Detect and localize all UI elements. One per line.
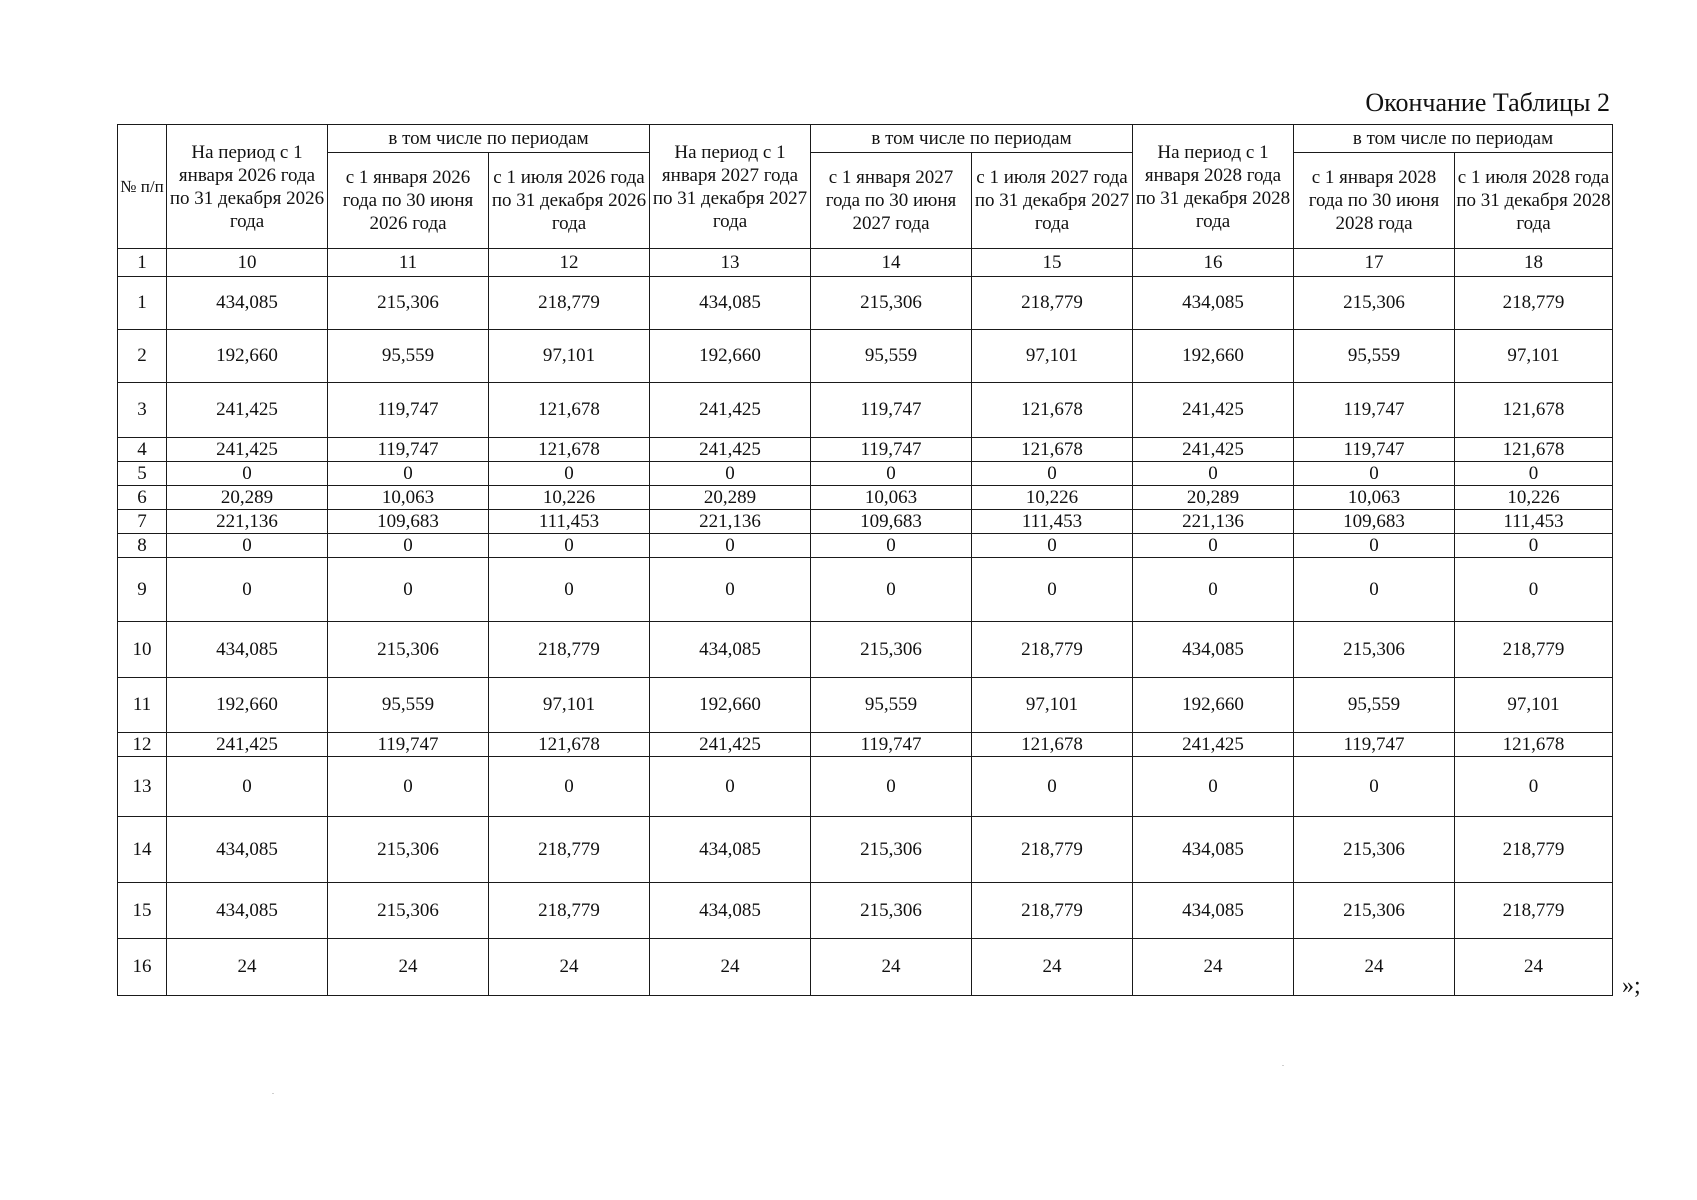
row-number-cell: 7 — [118, 510, 167, 534]
value-cell: 0 — [328, 462, 489, 486]
value-cell: 121,678 — [972, 733, 1133, 757]
value-cell: 95,559 — [1294, 330, 1455, 383]
value-cell: 24 — [1455, 939, 1613, 996]
value-cell: 24 — [328, 939, 489, 996]
value-cell: 0 — [1455, 462, 1613, 486]
value-cell: 434,085 — [167, 277, 328, 330]
table-caption: Окончание Таблицы 2 — [1365, 88, 1610, 117]
value-cell: 434,085 — [167, 622, 328, 678]
value-cell: 0 — [811, 534, 972, 558]
half2-header-2027: с 1 июля 2027 года по 31 декабря 2027 года — [972, 153, 1133, 249]
row-number-cell: 11 — [118, 678, 167, 733]
half1-header-2028: с 1 января 2028 года по 30 июня 2028 года — [1294, 153, 1455, 249]
value-cell: 218,779 — [972, 817, 1133, 883]
value-cell: 0 — [1455, 534, 1613, 558]
value-cell: 0 — [1133, 558, 1294, 622]
value-cell: 95,559 — [1294, 678, 1455, 733]
value-cell: 434,085 — [650, 817, 811, 883]
value-cell: 121,678 — [489, 733, 650, 757]
value-cell: 221,136 — [167, 510, 328, 534]
value-cell: 0 — [1294, 462, 1455, 486]
value-cell: 24 — [650, 939, 811, 996]
value-cell: 218,779 — [1455, 277, 1613, 330]
value-cell: 97,101 — [1455, 678, 1613, 733]
period-total-header-2027: На период с 1 января 2027 года по 31 декабря 2027 года — [650, 125, 811, 249]
value-cell: 241,425 — [167, 438, 328, 462]
value-cell: 121,678 — [489, 383, 650, 438]
value-cell: 218,779 — [1455, 883, 1613, 939]
value-cell: 119,747 — [811, 733, 972, 757]
value-cell: 95,559 — [811, 678, 972, 733]
row-number-cell: 5 — [118, 462, 167, 486]
value-cell: 0 — [972, 558, 1133, 622]
value-cell: 0 — [1133, 534, 1294, 558]
table-row — [118, 757, 1613, 817]
value-cell: 20,289 — [167, 486, 328, 510]
value-cell: 0 — [489, 534, 650, 558]
value-cell: 215,306 — [811, 883, 972, 939]
value-cell: 0 — [650, 558, 811, 622]
table-row — [118, 622, 1613, 678]
half2-header-2026: с 1 июля 2026 года по 31 декабря 2026 года — [489, 153, 650, 249]
value-cell: 241,425 — [650, 438, 811, 462]
value-cell: 434,085 — [1133, 883, 1294, 939]
value-cell: 0 — [972, 757, 1133, 817]
column-number: 14 — [811, 249, 972, 277]
value-cell: 0 — [1455, 757, 1613, 817]
value-cell: 192,660 — [1133, 678, 1294, 733]
value-cell: 109,683 — [811, 510, 972, 534]
value-cell: 0 — [811, 757, 972, 817]
value-cell: 218,779 — [489, 622, 650, 678]
row-number-cell: 13 — [118, 757, 167, 817]
value-cell: 121,678 — [1455, 438, 1613, 462]
value-cell: 10,226 — [972, 486, 1133, 510]
value-cell: 221,136 — [1133, 510, 1294, 534]
value-cell: 192,660 — [167, 678, 328, 733]
value-cell: 119,747 — [328, 438, 489, 462]
value-cell: 215,306 — [811, 817, 972, 883]
value-cell: 111,453 — [972, 510, 1133, 534]
value-cell: 434,085 — [1133, 817, 1294, 883]
value-cell: 109,683 — [328, 510, 489, 534]
value-cell: 0 — [328, 534, 489, 558]
value-cell: 24 — [972, 939, 1133, 996]
half2-header-2028: с 1 июля 2028 года по 31 декабря 2028 года — [1455, 153, 1613, 249]
value-cell: 215,306 — [1294, 622, 1455, 678]
value-cell: 119,747 — [811, 383, 972, 438]
value-cell: 241,425 — [167, 733, 328, 757]
scan-speck — [272, 1093, 274, 1094]
value-cell: 434,085 — [650, 277, 811, 330]
row-number-cell: 2 — [118, 330, 167, 383]
value-cell: 0 — [1133, 462, 1294, 486]
value-cell: 95,559 — [328, 330, 489, 383]
value-cell: 119,747 — [811, 438, 972, 462]
value-cell: 241,425 — [650, 733, 811, 757]
table-row — [118, 510, 1613, 534]
value-cell: 241,425 — [1133, 438, 1294, 462]
value-cell: 111,453 — [489, 510, 650, 534]
value-cell: 24 — [1294, 939, 1455, 996]
value-cell: 434,085 — [1133, 277, 1294, 330]
period-total-header-2026: На период с 1 января 2026 года по 31 декабря 2026 года — [167, 125, 328, 249]
value-cell: 218,779 — [972, 622, 1133, 678]
value-cell: 434,085 — [167, 883, 328, 939]
scan-speck — [1282, 1065, 1284, 1066]
value-cell: 0 — [1294, 534, 1455, 558]
row-number-cell: 16 — [118, 939, 167, 996]
value-cell: 0 — [167, 757, 328, 817]
column-number: 15 — [972, 249, 1133, 277]
value-cell: 10,063 — [811, 486, 972, 510]
row-number-cell: 8 — [118, 534, 167, 558]
column-number: 12 — [489, 249, 650, 277]
value-cell: 0 — [489, 757, 650, 817]
value-cell: 24 — [811, 939, 972, 996]
row-number-cell: 14 — [118, 817, 167, 883]
column-number: 10 — [167, 249, 328, 277]
value-cell: 119,747 — [328, 733, 489, 757]
value-cell: 119,747 — [1294, 383, 1455, 438]
subgroup-header-2026: в том числе по периодам — [328, 125, 650, 153]
table-row — [118, 277, 1613, 330]
table-row — [118, 733, 1613, 757]
value-cell: 0 — [167, 534, 328, 558]
value-cell: 0 — [650, 462, 811, 486]
value-cell: 10,226 — [489, 486, 650, 510]
value-cell: 0 — [650, 757, 811, 817]
value-cell: 215,306 — [811, 277, 972, 330]
value-cell: 241,425 — [167, 383, 328, 438]
row-number-cell: 9 — [118, 558, 167, 622]
value-cell: 434,085 — [650, 622, 811, 678]
subgroup-header-2027: в том числе по периодам — [811, 125, 1133, 153]
value-cell: 0 — [650, 534, 811, 558]
row-number-cell: 15 — [118, 883, 167, 939]
table-row — [118, 383, 1613, 438]
value-cell: 119,747 — [328, 383, 489, 438]
value-cell: 215,306 — [328, 622, 489, 678]
value-cell: 97,101 — [1455, 330, 1613, 383]
value-cell: 10,226 — [1455, 486, 1613, 510]
value-cell: 121,678 — [1455, 733, 1613, 757]
column-number: 1 — [118, 249, 167, 277]
value-cell: 121,678 — [1455, 383, 1613, 438]
value-cell: 121,678 — [972, 438, 1133, 462]
row-number-cell: 10 — [118, 622, 167, 678]
data-table — [117, 124, 1613, 996]
value-cell: 218,779 — [972, 277, 1133, 330]
table-row — [118, 534, 1613, 558]
column-number: 11 — [328, 249, 489, 277]
value-cell: 95,559 — [328, 678, 489, 733]
value-cell: 24 — [167, 939, 328, 996]
value-cell: 111,453 — [1455, 510, 1613, 534]
value-cell: 97,101 — [489, 330, 650, 383]
value-cell: 221,136 — [650, 510, 811, 534]
value-cell: 0 — [811, 558, 972, 622]
value-cell: 119,747 — [1294, 438, 1455, 462]
value-cell: 97,101 — [972, 330, 1133, 383]
value-cell: 0 — [1133, 757, 1294, 817]
value-cell: 0 — [489, 558, 650, 622]
value-cell: 24 — [489, 939, 650, 996]
value-cell: 121,678 — [489, 438, 650, 462]
value-cell: 0 — [167, 462, 328, 486]
value-cell: 0 — [328, 757, 489, 817]
value-cell: 20,289 — [1133, 486, 1294, 510]
value-cell: 0 — [328, 558, 489, 622]
value-cell: 0 — [1294, 558, 1455, 622]
value-cell: 0 — [811, 462, 972, 486]
value-cell: 215,306 — [1294, 277, 1455, 330]
column-number: 17 — [1294, 249, 1455, 277]
value-cell: 119,747 — [1294, 733, 1455, 757]
value-cell: 215,306 — [328, 883, 489, 939]
value-cell: 218,779 — [1455, 817, 1613, 883]
row-number-cell: 3 — [118, 383, 167, 438]
value-cell: 218,779 — [1455, 622, 1613, 678]
value-cell: 97,101 — [489, 678, 650, 733]
column-number-row — [118, 249, 1613, 277]
value-cell: 218,779 — [489, 277, 650, 330]
table-header — [118, 125, 1613, 277]
period-total-header-2028: На период с 1 января 2028 года по 31 декабря 2028 года — [1133, 125, 1294, 249]
value-cell: 0 — [972, 534, 1133, 558]
value-cell: 0 — [1455, 558, 1613, 622]
value-cell: 215,306 — [811, 622, 972, 678]
row-number-cell: 1 — [118, 277, 167, 330]
value-cell: 0 — [1294, 757, 1455, 817]
value-cell: 0 — [489, 462, 650, 486]
value-cell: 192,660 — [1133, 330, 1294, 383]
value-cell: 97,101 — [972, 678, 1133, 733]
table-row — [118, 438, 1613, 462]
value-cell: 218,779 — [972, 883, 1133, 939]
closing-quote-mark: »; — [1622, 973, 1641, 999]
value-cell: 20,289 — [650, 486, 811, 510]
value-cell: 215,306 — [1294, 817, 1455, 883]
value-cell: 218,779 — [489, 817, 650, 883]
table-row — [118, 486, 1613, 510]
table-body — [118, 277, 1613, 996]
table-row — [118, 462, 1613, 486]
value-cell: 10,063 — [1294, 486, 1455, 510]
value-cell: 215,306 — [1294, 883, 1455, 939]
rownum-header: № п/п — [118, 125, 167, 249]
half1-header-2027: с 1 января 2027 года по 30 июня 2027 года — [811, 153, 972, 249]
value-cell: 241,425 — [1133, 733, 1294, 757]
column-number: 18 — [1455, 249, 1613, 277]
value-cell: 95,559 — [811, 330, 972, 383]
row-number-cell: 6 — [118, 486, 167, 510]
value-cell: 215,306 — [328, 277, 489, 330]
half1-header-2026: с 1 января 2026 года по 30 июня 2026 года — [328, 153, 489, 249]
value-cell: 0 — [167, 558, 328, 622]
value-cell: 109,683 — [1294, 510, 1455, 534]
value-cell: 241,425 — [1133, 383, 1294, 438]
value-cell: 215,306 — [328, 817, 489, 883]
value-cell: 192,660 — [167, 330, 328, 383]
value-cell: 10,063 — [328, 486, 489, 510]
table-row — [118, 330, 1613, 383]
column-number: 16 — [1133, 249, 1294, 277]
value-cell: 24 — [1133, 939, 1294, 996]
value-cell: 192,660 — [650, 330, 811, 383]
value-cell: 434,085 — [167, 817, 328, 883]
table-row — [118, 558, 1613, 622]
value-cell: 434,085 — [1133, 622, 1294, 678]
column-number: 13 — [650, 249, 811, 277]
table-row — [118, 678, 1613, 733]
subgroup-header-2028: в том числе по периодам — [1294, 125, 1613, 153]
value-cell: 121,678 — [972, 383, 1133, 438]
row-number-cell: 4 — [118, 438, 167, 462]
table-row — [118, 939, 1613, 996]
row-number-cell: 12 — [118, 733, 167, 757]
value-cell: 192,660 — [650, 678, 811, 733]
value-cell: 0 — [972, 462, 1133, 486]
value-cell: 218,779 — [489, 883, 650, 939]
value-cell: 241,425 — [650, 383, 811, 438]
value-cell: 434,085 — [650, 883, 811, 939]
table-row — [118, 817, 1613, 883]
table-row — [118, 883, 1613, 939]
